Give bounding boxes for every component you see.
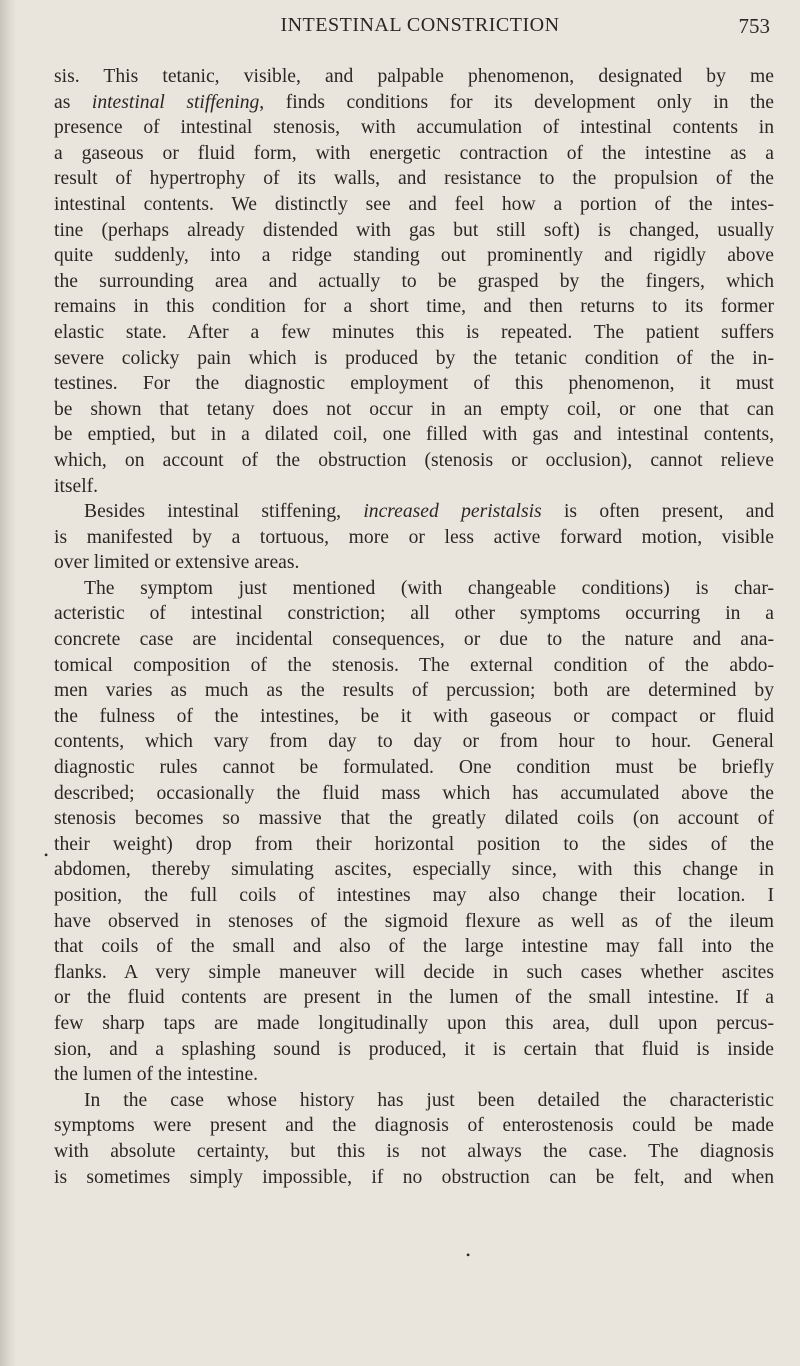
page-number: 753 (738, 14, 770, 38)
text-line: tine (perhaps already distended with gas but still soft) is changed, usually (54, 219, 774, 241)
text-line: over limited or extensive areas. (54, 552, 300, 574)
text-line: stenosis becomes so massive that the greatly dilated coils (on account of (54, 808, 774, 830)
paragraph (54, 64, 774, 499)
text-line: have observed in stenoses of the sigmoid flexure as well as of the ileum (54, 910, 774, 932)
running-title: INTESTINAL CONSTRICTION (280, 14, 560, 36)
text-line: flanks. A very simple maneuver will decide in such cases whether ascites (54, 961, 774, 983)
text-line: remains in this condition for a short time, and then returns to its former (54, 296, 774, 318)
body-text (54, 64, 774, 1190)
text-line: the fulness of the intestines, be it with gaseous or compact or fluid (54, 705, 774, 727)
text-line: be shown that tetany does not occur in an empty coil, or one that can (54, 398, 774, 420)
paragraph (54, 576, 774, 1088)
text-line: The symptom just mentioned (with changeable conditions) is char- (84, 577, 774, 599)
text-line: In the case whose history has just been detailed the characteristic (84, 1089, 774, 1111)
text-line: that coils of the small and also of the large intestine may fall into the (54, 936, 774, 958)
paragraph (54, 1088, 774, 1190)
footer-bullet-mark: • (466, 1248, 471, 1262)
text-line: elastic state. After a few minutes this is repeated. The patient suffers (54, 321, 774, 343)
text-line: itself. (54, 475, 99, 497)
text-line: diagnostic rules cannot be formulated. One condition must be briefly (54, 757, 774, 779)
text-line: tomical composition of the stenosis. The external condition of the abdo- (54, 654, 774, 676)
text-line: position, the full coils of intestines may also change their location. I (54, 885, 774, 906)
text-line: abdomen, thereby simulating ascites, especially since, with this change in (54, 859, 774, 881)
text-line: with absolute certainty, but this is not always the case. The diagnosis (54, 1140, 774, 1162)
text-line: acteristic of intestinal constriction; all other symptoms occurring in a (54, 603, 774, 625)
text-line: the surrounding area and actually to be grasped by the fingers, which (54, 270, 774, 292)
paragraph (54, 499, 774, 576)
page-edge-shadow (0, 0, 16, 1366)
text-line: Besides intestinal stiffening, increased peristalsis is often present, and (84, 501, 774, 523)
text-line: symptoms were present and the diagnosis of enterostenosis could be made (54, 1115, 774, 1137)
text-line: is manifested by a tortuous, more or less active forward motion, visible (54, 526, 774, 548)
text-line: few sharp taps are made longitudinally upon this area, dull upon percus- (54, 1012, 774, 1034)
text-line: severe colicky pain which is produced by the tetanic condition of the in- (54, 347, 774, 369)
text-line: quite suddenly, into a ridge standing out prominently and rigidly above (54, 245, 774, 267)
margin-bullet-mark: • (44, 848, 49, 862)
text-line: sis. This tetanic, visible, and palpable phenomenon, designated by me (54, 66, 774, 87)
text-line: men varies as much as the results of percussion; both are determined by (54, 680, 774, 702)
text-line: concrete case are incidental consequences, or due to the nature and ana- (54, 629, 774, 651)
text-line: result of hypertrophy of its walls, and resistance to the propulsion of the (54, 168, 774, 190)
text-line: described; occasionally the fluid mass which has accumulated above the (54, 782, 774, 804)
text-line: be emptied, but in a dilated coil, one filled with gas and intestinal contents, (54, 424, 774, 446)
text-line: intestinal contents. We distinctly see and feel how a portion of the intes- (54, 193, 774, 215)
text-line: is sometimes simply impossible, if no obstruction can be felt, and when (54, 1166, 774, 1188)
text-line: a gaseous or fluid form, with energetic contraction of the intestine as a (54, 142, 774, 164)
text-line: or the fluid contents are present in the lumen of the small intestine. If a (54, 987, 774, 1009)
text-line: contents, which vary from day to day or from hour to hour. General (54, 731, 774, 753)
text-line: presence of intestinal stenosis, with accumulation of intestinal contents in (54, 117, 774, 139)
text-line: which, on account of the obstruction (stenosis or occlusion), cannot relieve (54, 449, 774, 471)
text-line: testines. For the diagnostic employment of this phenomenon, it must (54, 373, 774, 395)
text-line: sion, and a splashing sound is produced, it is certain that fluid is inside (54, 1038, 774, 1060)
text-line: as intestinal stiffening, finds conditions for its development only in the (54, 91, 774, 113)
text-line: their weight) drop from their horizontal position to the sides of the (54, 833, 774, 855)
text-line: the lumen of the intestine. (54, 1064, 259, 1086)
running-header (70, 14, 770, 48)
